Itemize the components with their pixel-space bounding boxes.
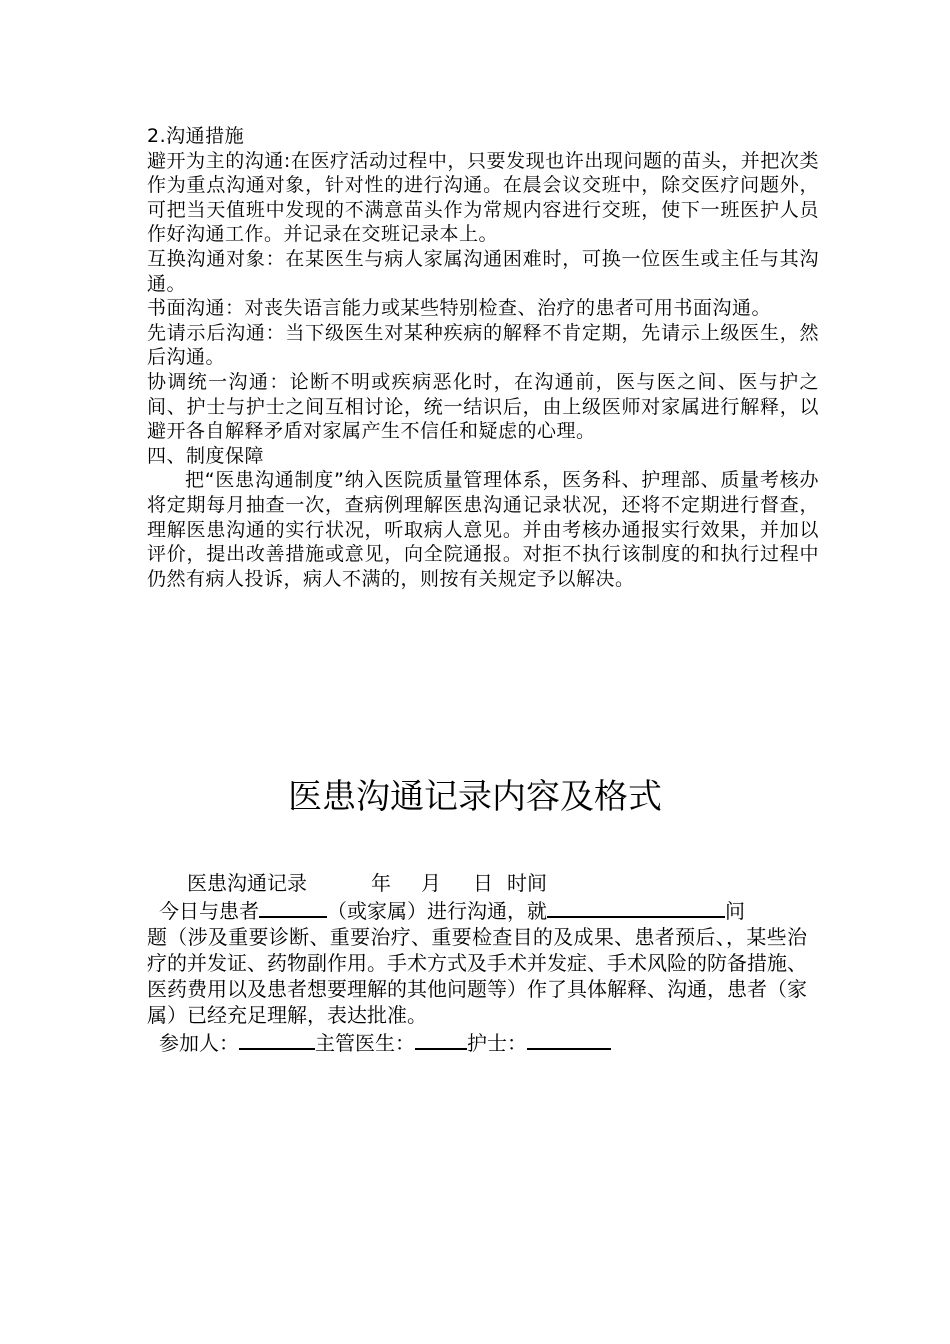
record-header-line xyxy=(147,870,807,896)
doctor-label: 主管医生： xyxy=(315,1031,415,1055)
question-char: 问 xyxy=(725,899,745,923)
paragraph-consult-first: 先请示后沟通：当下级医生对某种疾病的解释不肯定期，先请示上级医生，然后沟通。 xyxy=(147,321,819,369)
day-label: 日 xyxy=(473,871,493,895)
paragraph-guarantee: 把“医患沟通制度”纳入医院质量管理体系，医务科、护理部、质量考核办将定期每月抽查一次，查病例理解医患沟通记录状况，还将不定期进行督查，理解医患沟通的实行状况，听取病人意见。并由考核办通报实行效果，并加以评价，提出改善措施或意见，向全院通报。对拒不执行该制度的和执行过程中仍然有病人投诉，病人不满的，则按有关规定予以解决。 xyxy=(147,469,819,590)
paragraph-coordinate: 协调统一沟通：论断不明或疾病恶化时，在沟通前，医与医之间、医与护之间、护士与护士之间互相讨论，统一结识后，由上级医师对家属进行解释，以避开各自解释矛盾对家属产生不信任和疑虑的心理。 xyxy=(147,370,819,443)
heading-communication-measures: 2.沟通措施 xyxy=(147,125,245,147)
nurse-blank[interactable] xyxy=(527,1028,611,1050)
or-family-text: （或家属）进行沟通，就 xyxy=(327,899,547,923)
heading-system-guarantee: 四、制度保障 xyxy=(147,444,265,467)
paragraph-avoidance: 避开为主的沟通:在医疗活动过程中，只要发现也许出现问题的苗头，并把次类作为重点沟通对象，针对性的进行沟通。在晨会议交班中，除交医疗问题外，可把当天值班中发现的不满意苗头作为常规内容进行交班，使下一班医护人员作好沟通工作。并记录在交班记录本上。 xyxy=(147,149,819,246)
nurse-label: 护士： xyxy=(467,1031,527,1055)
record-body-text: 题（涉及重要诊断、重要治疗、重要检查目的及成果、患者预后、，某些治疗的并发证、药物副作用。手术方式及手术并发症、手术风险的防备措施、医药费用以及患者想要理解的其他问题等）作了具体解释、沟通，患者（家属）已经充足理解，表达批准。 xyxy=(147,925,807,1027)
record-form xyxy=(147,870,807,1056)
month-label: 月 xyxy=(421,871,441,895)
participant-label: 参加人： xyxy=(159,1031,239,1055)
paragraph-swap-party: 互换沟通对象：在某医生与病人家属沟通困难时，可换一位医生或主任与其沟通。 xyxy=(147,247,819,295)
record-label: 医患沟通记录 xyxy=(187,871,307,895)
paragraph-written: 书面沟通：对丧失语言能力或某些特别检查、治疗的患者可用书面沟通。 xyxy=(147,297,772,320)
section-communication-measures xyxy=(147,124,819,591)
record-first-line xyxy=(147,896,807,924)
year-label: 年 xyxy=(371,871,391,895)
topic-blank[interactable] xyxy=(547,896,725,918)
with-patient-text: 今日与患者 xyxy=(159,899,259,923)
signature-line xyxy=(147,1028,807,1056)
patient-name-blank[interactable] xyxy=(259,896,327,918)
time-label: 时间 xyxy=(507,871,547,895)
participant-blank[interactable] xyxy=(239,1028,315,1050)
doctor-blank[interactable] xyxy=(415,1028,467,1050)
page-title: 医患沟通记录内容及格式 xyxy=(288,777,662,817)
